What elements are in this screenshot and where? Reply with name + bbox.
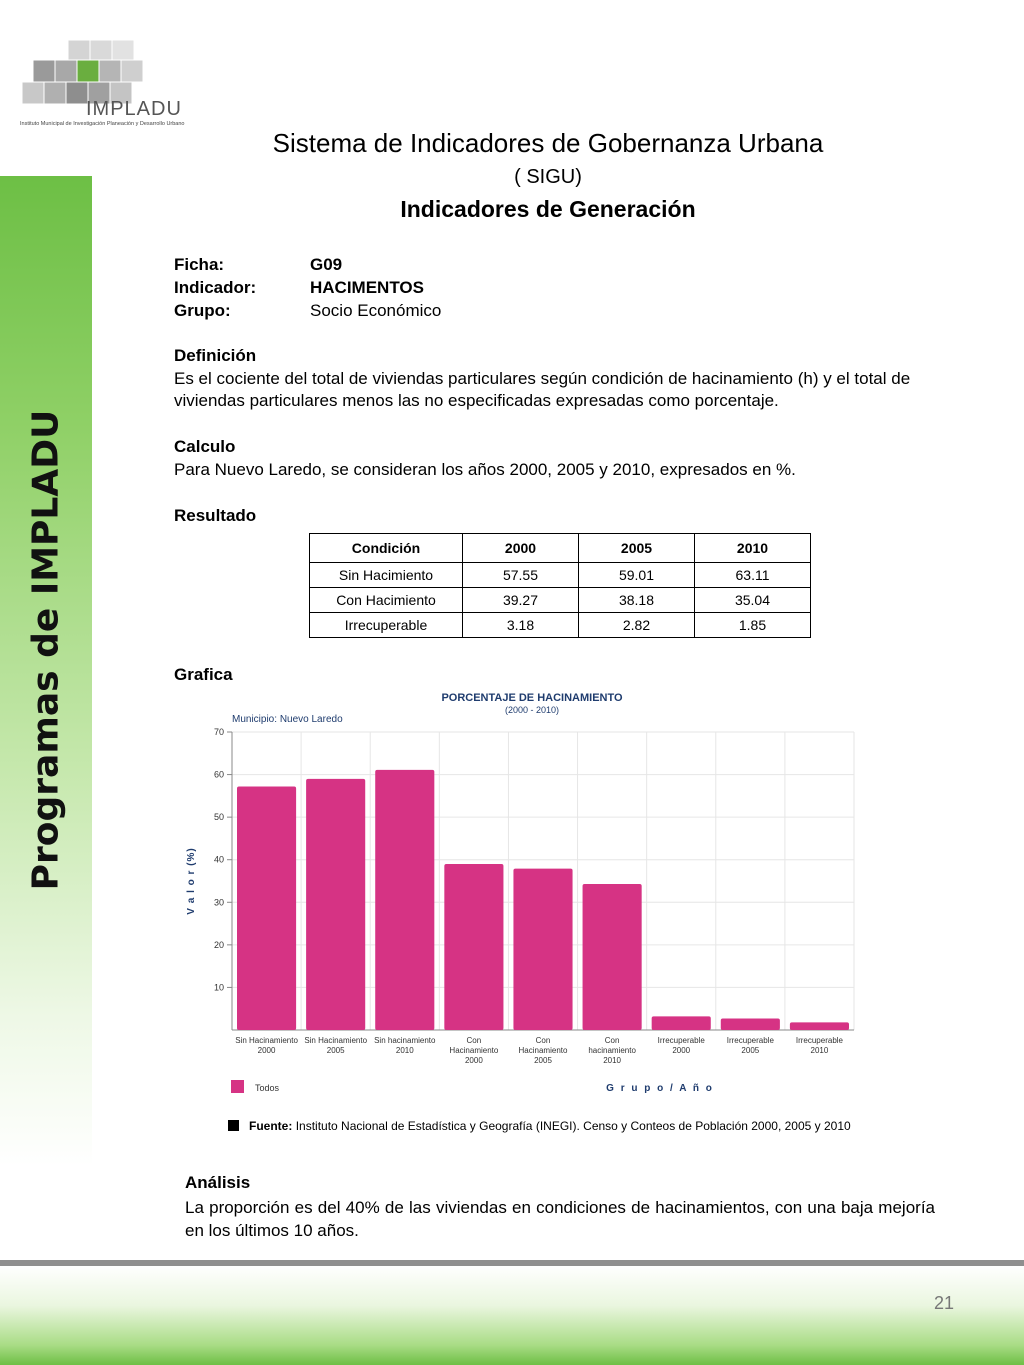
x-axis-label: G r u p o / A ñ o — [606, 1083, 714, 1094]
table-cell: Con Hacimiento — [310, 588, 463, 613]
chart-title: PORCENTAJE DE HACINAMIENTO — [441, 692, 623, 704]
column-header: 2000 — [463, 534, 579, 563]
x-tick-label: 2010 — [603, 1056, 622, 1065]
y-axis-label: V a l o r (%) — [186, 847, 197, 915]
table-cell: Irrecuperable — [310, 613, 463, 638]
grupo-value: Socio Económico — [310, 301, 442, 320]
page-title: Sistema de Indicadores de Gobernanza Urbana — [272, 128, 824, 158]
legend-label: Todos — [255, 1083, 280, 1093]
bar — [790, 1022, 849, 1030]
logo-name: IMPLADU — [86, 98, 182, 120]
source-note — [228, 1119, 851, 1133]
bullet-square-icon — [228, 1120, 239, 1131]
x-tick-label: Con — [466, 1036, 482, 1045]
bar — [583, 884, 642, 1030]
x-tick-label: hacinamiento — [588, 1046, 636, 1055]
x-tick-label: 2000 — [257, 1046, 276, 1055]
column-header: Condición — [310, 534, 463, 563]
municipio-label: Municipio: — [232, 714, 280, 725]
x-tick-label: Irrecuperable — [726, 1036, 774, 1045]
x-tick-label: Con — [535, 1036, 551, 1045]
bar — [513, 869, 572, 1030]
municipio-value: Nuevo Laredo — [279, 714, 343, 725]
y-tick-label: 60 — [213, 769, 224, 780]
column-header: 2010 — [695, 534, 811, 563]
page-subtitle: ( SIGU) — [514, 166, 582, 188]
ficha-label: Ficha: — [174, 255, 225, 274]
table-cell: 3.18 — [463, 613, 579, 638]
analisis-heading: Análisis — [185, 1173, 251, 1192]
table-cell: 39.27 — [463, 588, 579, 613]
x-tick-label: Con — [604, 1036, 620, 1045]
resultado-heading: Resultado — [174, 506, 257, 525]
source-text: Instituto Nacional de Estadística y Geografía (INEGI). Censo y Conteos de Población 2000, 2005 y 2010 — [295, 1119, 851, 1133]
x-tick-label: Sin Hacinamiento — [304, 1036, 368, 1045]
x-tick-label: Irrecuperable — [657, 1036, 705, 1045]
resultado-table — [309, 533, 811, 638]
grafica-heading: Grafica — [174, 665, 233, 684]
bar — [444, 864, 503, 1030]
indicador-value: HACIMENTOS — [310, 278, 424, 297]
ficha-row — [174, 255, 342, 275]
x-tick-label: 2000 — [464, 1056, 483, 1065]
x-tick-label: Irrecuperable — [795, 1036, 844, 1045]
section-title: Indicadores de Generación — [400, 196, 696, 222]
y-tick-label: 40 — [213, 854, 224, 865]
definicion-text: Es el cociente del total de viviendas particulares según condición de hacinamiento (h) y el total de viviendas particulares menos las no especificadas expresadas como porcentaje. — [174, 369, 911, 410]
x-tick-label: 2000 — [672, 1046, 691, 1055]
bar — [721, 1019, 780, 1030]
table-row — [310, 613, 811, 638]
table-cell: 35.04 — [695, 588, 811, 613]
logo-tagline: Instituto Municipal de Investigación Planeación y Desarrollo Urbano — [20, 121, 185, 127]
table-row — [310, 563, 811, 588]
x-tick-label: 2010 — [395, 1046, 414, 1055]
legend-swatch — [231, 1080, 244, 1093]
table-row — [310, 588, 811, 613]
grupo-row — [174, 301, 441, 321]
table-cell: 57.55 — [463, 563, 579, 588]
table-cell: 2.82 — [579, 613, 695, 638]
page-number: 21 — [934, 1293, 955, 1313]
ficha-value: G09 — [310, 255, 343, 274]
table-cell: 63.11 — [695, 563, 811, 588]
x-tick-label: 2005 — [741, 1046, 760, 1055]
calculo-heading: Calculo — [174, 437, 236, 456]
bar — [306, 779, 365, 1030]
x-tick-label: 2005 — [534, 1056, 552, 1065]
analisis-text: La proporción es del 40% de las viviendas en condiciones de hacinamientos, con una baja mejoría en los últimos 10 años. — [185, 1198, 935, 1240]
x-tick-label: 2005 — [326, 1046, 345, 1055]
bar — [375, 770, 434, 1030]
x-tick-label: Hacinamiento — [518, 1046, 568, 1055]
table-cell: 59.01 — [579, 563, 695, 588]
x-tick-label: Hacinamiento — [449, 1046, 499, 1055]
source-label: Fuente: — [249, 1119, 293, 1133]
bar-chart — [180, 685, 880, 1100]
x-tick-label: 2010 — [810, 1046, 829, 1055]
bar — [237, 786, 296, 1030]
table-cell: 38.18 — [579, 588, 695, 613]
indicador-row — [174, 278, 424, 298]
x-tick-label: Sin Hacinamiento — [235, 1036, 298, 1045]
y-tick-label: 20 — [213, 939, 224, 950]
y-tick-label: 10 — [213, 982, 224, 993]
table-cell: Sin Hacimiento — [310, 563, 463, 588]
table-cell: 1.85 — [695, 613, 811, 638]
sidebar-title: Programas de IMPLADU — [25, 409, 67, 891]
y-tick-label: 70 — [213, 727, 224, 737]
column-header: 2005 — [579, 534, 695, 563]
definicion-heading: Definición — [174, 346, 257, 365]
grupo-label: Grupo: — [174, 301, 231, 320]
bar — [652, 1016, 711, 1030]
indicador-label: Indicador: — [174, 278, 257, 297]
x-tick-label: Sin hacinamiento — [374, 1036, 436, 1045]
y-tick-label: 50 — [213, 812, 224, 823]
calculo-text: Para Nuevo Laredo, se consideran los años 2000, 2005 y 2010, expresados en %. — [174, 460, 796, 479]
table-header-row — [310, 534, 811, 563]
y-tick-label: 30 — [213, 897, 224, 908]
chart-municipio-label — [232, 714, 343, 725]
chart-subtitle: (2000 - 2010) — [504, 705, 560, 715]
footer-band — [0, 1266, 1024, 1365]
